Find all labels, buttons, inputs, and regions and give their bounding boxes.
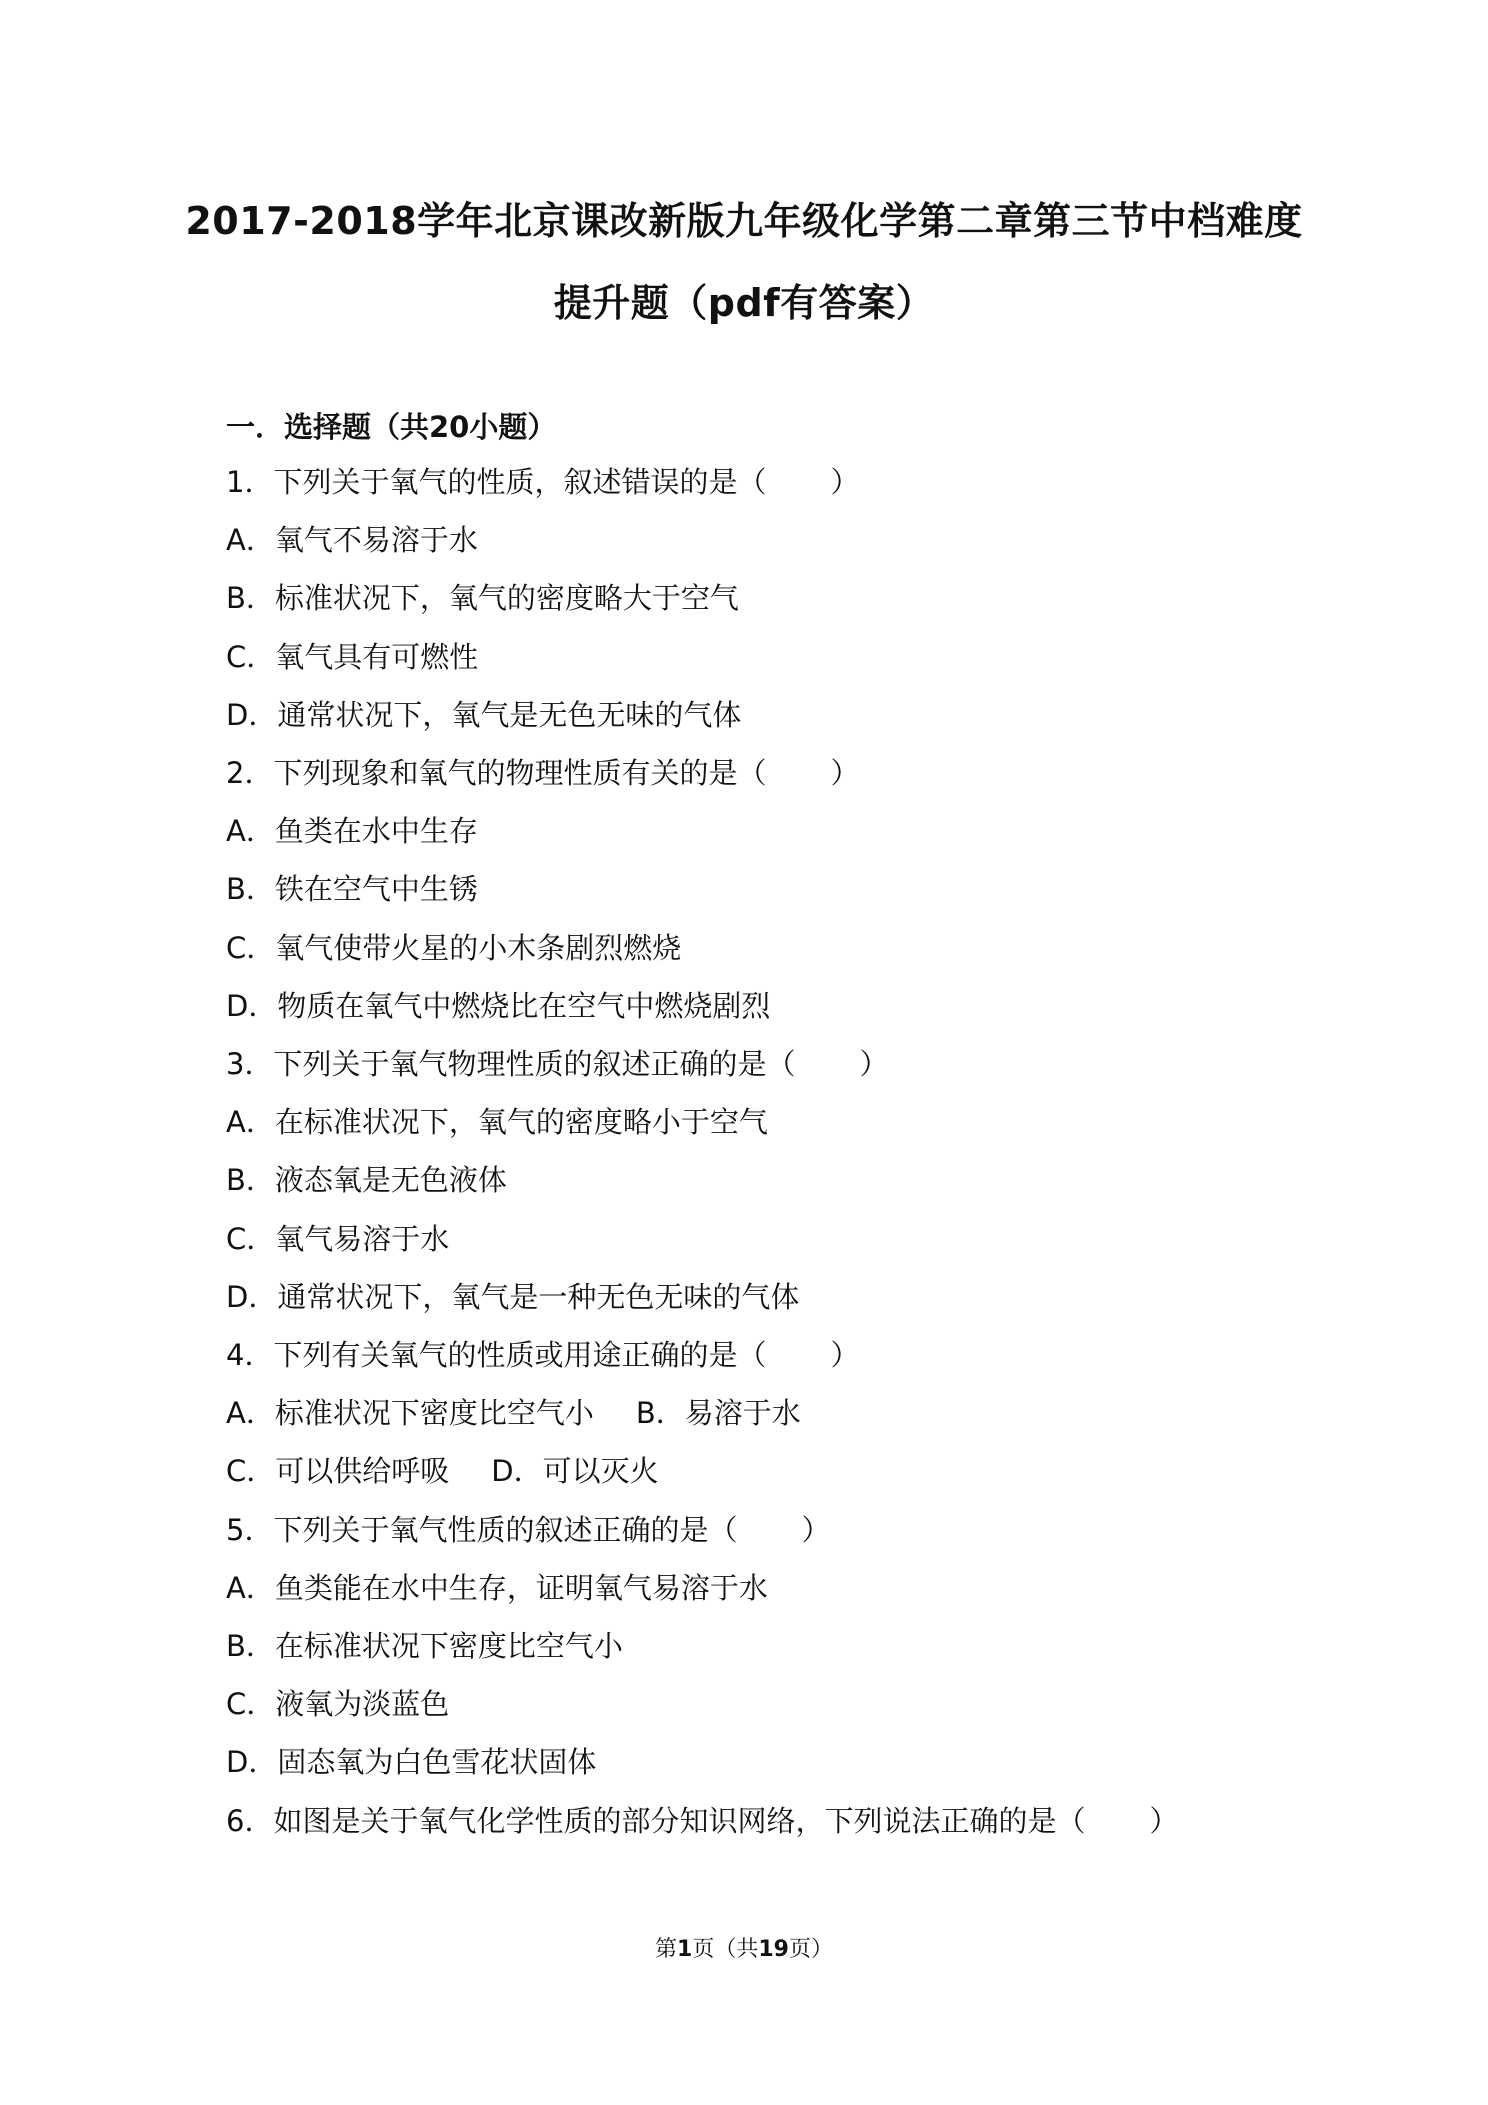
option-letter: B． [226, 1163, 275, 1197]
document-title-line-2: 提升题（pdf有答案） [553, 281, 935, 325]
answer-option [226, 1158, 507, 1199]
option-text: 液氧为淡蓝色 [275, 1687, 450, 1721]
option-letter: A． [226, 814, 275, 848]
option-letter: D． [491, 1454, 543, 1488]
option-text: 易溶于水 [684, 1396, 801, 1430]
option-text: 可以供给呼吸 [275, 1454, 450, 1488]
question-text: 下列现象和氧气的物理性质有关的是（ [273, 756, 767, 790]
answer-option [226, 926, 681, 967]
option-letter: B． [226, 872, 275, 906]
option-text: 鱼类在水中生存 [274, 814, 478, 848]
option-letter: C． [226, 931, 276, 965]
option-text: 通常状况下，氧气是一种无色无味的气体 [277, 1280, 800, 1314]
option-letter: C． [226, 1454, 276, 1488]
footer-middle: 页（共 [692, 1937, 759, 1962]
option-text: 在标准状况下，氧气的密度略小于空气 [274, 1105, 768, 1139]
option-text: 液态氧是无色液体 [274, 1163, 507, 1197]
answer-option [226, 1624, 623, 1665]
option-text: 通常状况下，氧气是无色无味的气体 [277, 698, 742, 732]
closing-parenthesis: ） [830, 465, 860, 499]
question-number: 6． [226, 1804, 274, 1838]
option-letter: C． [226, 1687, 276, 1721]
footer-prefix: 第 [655, 1937, 678, 1962]
option-letter: A． [226, 523, 275, 557]
option-letter: D． [226, 989, 278, 1023]
option-letter: A． [226, 1396, 275, 1430]
page-footer [0, 1932, 1488, 1963]
option-text: 氧气具有可燃性 [275, 640, 479, 674]
footer-suffix: 页） [788, 1937, 833, 1962]
option-letter: C． [226, 1222, 276, 1256]
answer-option [226, 518, 478, 559]
answer-option [226, 1740, 596, 1781]
option-text: 标准状况下密度比空气小 [274, 1396, 594, 1430]
question-number: 3． [226, 1047, 274, 1081]
question-stem [226, 1508, 830, 1549]
answer-option [226, 867, 478, 908]
question-stem [226, 751, 859, 792]
option-text: 氧气易溶于水 [275, 1222, 450, 1256]
document-title-line-1: 2017-2018学年北京课改新版九年级化学第二章第三节中档难度 [185, 199, 1303, 243]
answer-option [226, 1391, 801, 1432]
closing-parenthesis: ） [859, 1047, 889, 1081]
option-letter: C． [226, 640, 276, 674]
option-text: 标准状况下，氧气的密度略大于空气 [274, 581, 739, 615]
question-number: 5． [226, 1513, 274, 1547]
closing-parenthesis: ） [801, 1513, 831, 1547]
option-letter: D． [226, 1745, 278, 1779]
option-letter: A． [226, 1571, 275, 1605]
option-text: 物质在氧气中燃烧比在空气中燃烧剧烈 [277, 989, 771, 1023]
answer-option [226, 1100, 768, 1141]
question-stem [226, 1042, 888, 1083]
footer-total-pages: 19 [758, 1937, 789, 1962]
closing-parenthesis: ） [1149, 1804, 1179, 1838]
question-text: 下列关于氧气性质的叙述正确的是（ [273, 1513, 738, 1547]
question-text: 下列关于氧气物理性质的叙述正确的是（ [273, 1047, 796, 1081]
answer-option [226, 809, 478, 850]
answer-option [226, 1566, 768, 1607]
option-letter: B． [226, 581, 275, 615]
question-stem [226, 460, 859, 501]
option-letter: B． [226, 1629, 275, 1663]
option-text: 氧气使带火星的小木条剧烈燃烧 [275, 931, 682, 965]
question-text: 如图是关于氧气化学性质的部分知识网络，下列说法正确的是（ [273, 1804, 1086, 1838]
answer-option [226, 1449, 659, 1490]
option-text: 固态氧为白色雪花状固体 [277, 1745, 597, 1779]
option-letter: D． [226, 698, 278, 732]
answer-option [226, 635, 478, 676]
question-stem [226, 1333, 859, 1374]
option-letter: B． [635, 1396, 685, 1430]
closing-parenthesis: ） [830, 1338, 860, 1372]
question-text: 下列有关氧气的性质或用途正确的是（ [273, 1338, 767, 1372]
question-stem [226, 1799, 1178, 1840]
option-text: 鱼类能在水中生存，证明氧气易溶于水 [274, 1571, 768, 1605]
answer-option [226, 693, 741, 734]
question-number: 1． [226, 465, 274, 499]
answer-option [226, 576, 739, 617]
option-text: 氧气不易溶于水 [274, 523, 478, 557]
answer-option [226, 1682, 449, 1723]
answer-option [226, 1275, 799, 1316]
question-number: 4． [226, 1338, 274, 1372]
footer-page-number: 1 [677, 1937, 693, 1962]
section-heading: 一．选择题（共20小题） [226, 410, 557, 444]
option-letter: D． [226, 1280, 278, 1314]
option-text: 在标准状况下密度比空气小 [274, 1629, 623, 1663]
question-number: 2． [226, 756, 274, 790]
question-text: 下列关于氧气的性质，叙述错误的是（ [273, 465, 767, 499]
option-text: 可以灭火 [542, 1454, 659, 1488]
option-letter: A． [226, 1105, 275, 1139]
option-text: 铁在空气中生锈 [274, 872, 478, 906]
answer-option [226, 984, 770, 1025]
answer-option [226, 1217, 449, 1258]
closing-parenthesis: ） [830, 756, 860, 790]
